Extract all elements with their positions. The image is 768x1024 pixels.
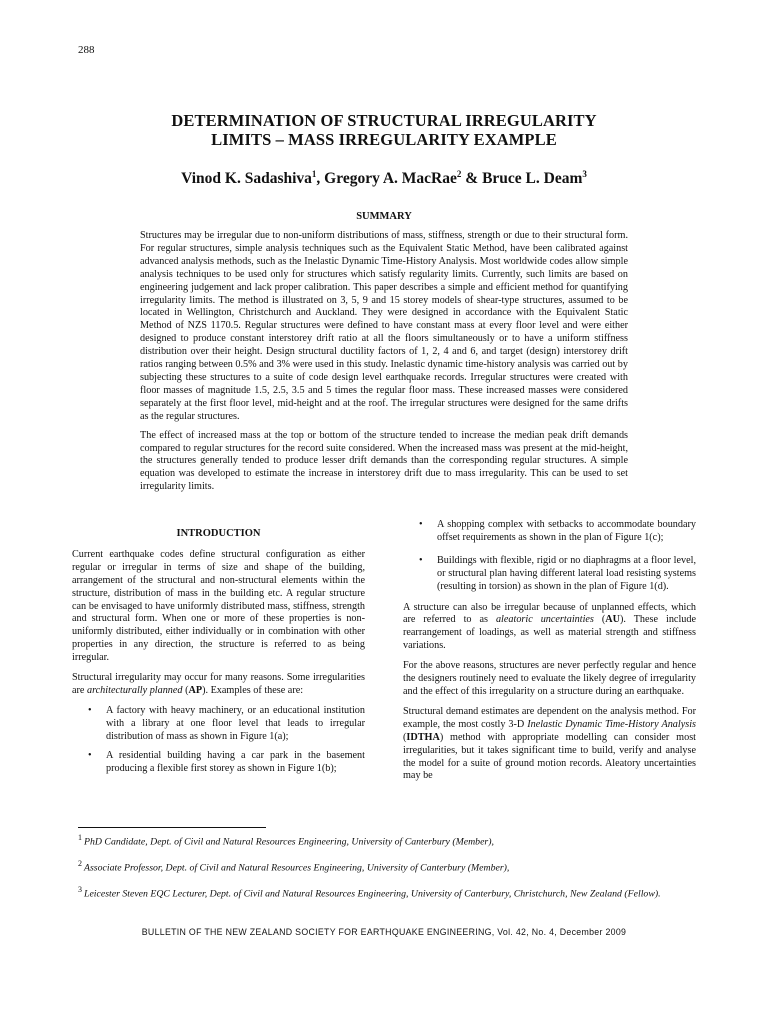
title-line-2: LIMITS – MASS IRREGULARITY EXAMPLE (211, 130, 557, 149)
example-list (72, 705, 365, 776)
author-name: Bruce L. Deam (482, 170, 583, 188)
summary-abstract (140, 230, 628, 500)
footnote (78, 858, 698, 875)
text-run: ( (182, 684, 189, 696)
text-run: A structure can also be irregular because of unplanned effects, which are referred to as (403, 601, 696, 626)
body-paragraph (403, 602, 696, 654)
right-column (403, 519, 696, 790)
abbreviation: AU (605, 614, 620, 626)
summary-heading: SUMMARY (356, 211, 412, 222)
list-item: • A factory with heavy machinery, or an educational institution with a library at one floor level that leads to irregular distribution of mass as shown in Figure 1(a); (106, 705, 365, 744)
left-column (72, 522, 365, 781)
author-separator: & (461, 170, 483, 188)
footnote-text: Leicester Steven EQC Lecturer, Dept. of Civil and Natural Resources Engineering, University of Canterbury, Christchurch, New Zealand (Fellow). (84, 887, 661, 899)
body-paragraph: Current earthquake codes define structural configuration as either regular or irregular in terms of size and shape of the building, arrangement of the structural and non-structural elements within the structure, distribution of mass in the building etc. A regular structure can be envisaged to have uniformly distributed mass, stiffness, strength and structural form. When one or more of these properties is non-uniformly distributed, either individually or in combination with other properties in any direction, the structure is referred to as being irregular. (72, 548, 365, 664)
author-list (120, 169, 648, 188)
emphasis-term: aleatoric uncertainties (495, 614, 594, 626)
text-run: ) method with appropriate modelling can consider most irregularities, but it takes significant time to build, verify and analyse the model for a suite of ground motion records. Aleatory uncertainties may be (403, 731, 696, 782)
summary-paragraph: Structures may be irregular due to non-uniform distributions of mass, stiffness, strength or due to their structural form. For regular structures, simple analysis techniques such as the Equivalent Static Method, have been calibrated against advanced analysis methods, such as the Inelastic Dynamic Time-History Analysis. Most worldwide codes allow simple analysis techniques to be used only for structures which satisfy regularity limits. Currently, such limits are based on engineering judgement and lack proper calibration. This paper describes a simple and efficient method for quantifying irregularity limits. The method is illustrated on 3, 5, 9 and 15 storey models of shear-type structures, assumed to be located in Wellington, Christchurch and Auckland. They were designed in accordance with the Equivalent Static Method of NZS 1170.5. Regular structures were defined to have constant mass at every floor level and were either designed to produce constant interstorey drift ratio at all the floors simultaneously or to have a uniform stiffness distribution over their height. Design structural ductility factors of 1, 2, 4 and 6, and target (design) interstorey drift ratios ranging between 0.5% and 3% were used in this study. Inelastic dynamic time-history analysis was carried out by subjecting these structures to a suite of code design level earthquake records. Irregular structures were created with floor masses of magnitude 1.5, 2.5, 3.5 and 5 times the regular floor mass. These increased masses were considered separately at the first floor level, mid-height and at the roof. The irregular structures were designed for the same drifts as the regular structures. (140, 230, 628, 422)
text-run: Structural irregularity may occur for many reasons. Some irregularities are (72, 672, 365, 696)
author-separator: , (316, 170, 325, 188)
body-paragraph (403, 706, 696, 783)
list-item: • A residential building having a car park in the basement producing a flexible first storey as shown in Figure 1(b); (106, 750, 365, 776)
body-paragraph (72, 672, 365, 698)
text-run: Structural demand estimates are dependent on the analysis method. For example, the most costly 3-D (403, 705, 696, 730)
emphasis-term: architecturally planned (86, 684, 183, 696)
list-item: • Buildings with flexible, rigid or no diaphragms at a floor level, or structural plan having different lateral load resisting systems (resulting in torsion) as shown in the plan of Figure 1(d). (437, 555, 696, 594)
footnote-number: 3 (78, 884, 82, 894)
footnote-divider (78, 827, 266, 828)
abbreviation: IDTHA (406, 731, 440, 743)
text-run: ( (403, 731, 407, 743)
emphasis-term: Inelastic Dynamic Time-History Analysis (527, 718, 696, 730)
paper-title (120, 111, 648, 149)
author-name: Gregory A. MacRae (324, 170, 457, 188)
footnote (78, 884, 698, 901)
author-affiliation-mark: 2 (456, 169, 462, 179)
page-number: 288 (78, 44, 95, 56)
author-affiliation-mark: 1 (311, 169, 317, 179)
footnote-number: 1 (78, 833, 82, 842)
text-run: ( (593, 614, 606, 626)
abbreviation: AP (188, 684, 203, 696)
footnote-text: Associate Professor, Dept. of Civil and Natural Resources Engineering, University of Canterbury (Member), (84, 862, 510, 874)
journal-citation: BULLETIN OF THE NEW ZEALAND SOCIETY FOR EARTHQUAKE ENGINEERING, Vol. 42, No. 4, December 2009 (141, 927, 627, 937)
footnote-text: PhD Candidate, Dept. of Civil and Natural Resources Engineering, University of Canterbury (Member), (84, 836, 494, 848)
summary-paragraph: The effect of increased mass at the top or bottom of the structure tended to increase the median peak drift demands compared to regular structures for the record suite considered. When the increased mass was present at the mid-height, the structures generally tended to produce lesser drift demands than the corresponding regular structures. A simple equation was developed to estimate the increase in interstorey drift due to mass irregularity. This can be used to set irregularity limits. (140, 429, 628, 493)
introduction-heading: INTRODUCTION (176, 528, 261, 539)
text-run: ). Examples of these are: (202, 684, 304, 696)
author-affiliation-mark: 3 (582, 169, 587, 179)
footnote (78, 832, 698, 849)
list-item: • A shopping complex with setbacks to accommodate boundary offset requirements as shown in the plan of Figure 1(c); (437, 519, 696, 545)
title-line-1: DETERMINATION OF STRUCTURAL IRREGULARITY (171, 111, 597, 130)
example-list (403, 519, 696, 594)
body-paragraph: For the above reasons, structures are never perfectly regular and hence the designers routinely need to evaluate the likely degree of irregularity and the effect of this irregularity on a structure during an earthquake. (403, 660, 696, 697)
text-run: ). These include rearrangement of loadings, as well as material strength and stiffness variations. (403, 614, 696, 652)
footnote-number: 2 (78, 858, 82, 868)
author-name: Vinod K. Sadashiva (181, 170, 312, 188)
footnotes (78, 832, 698, 909)
